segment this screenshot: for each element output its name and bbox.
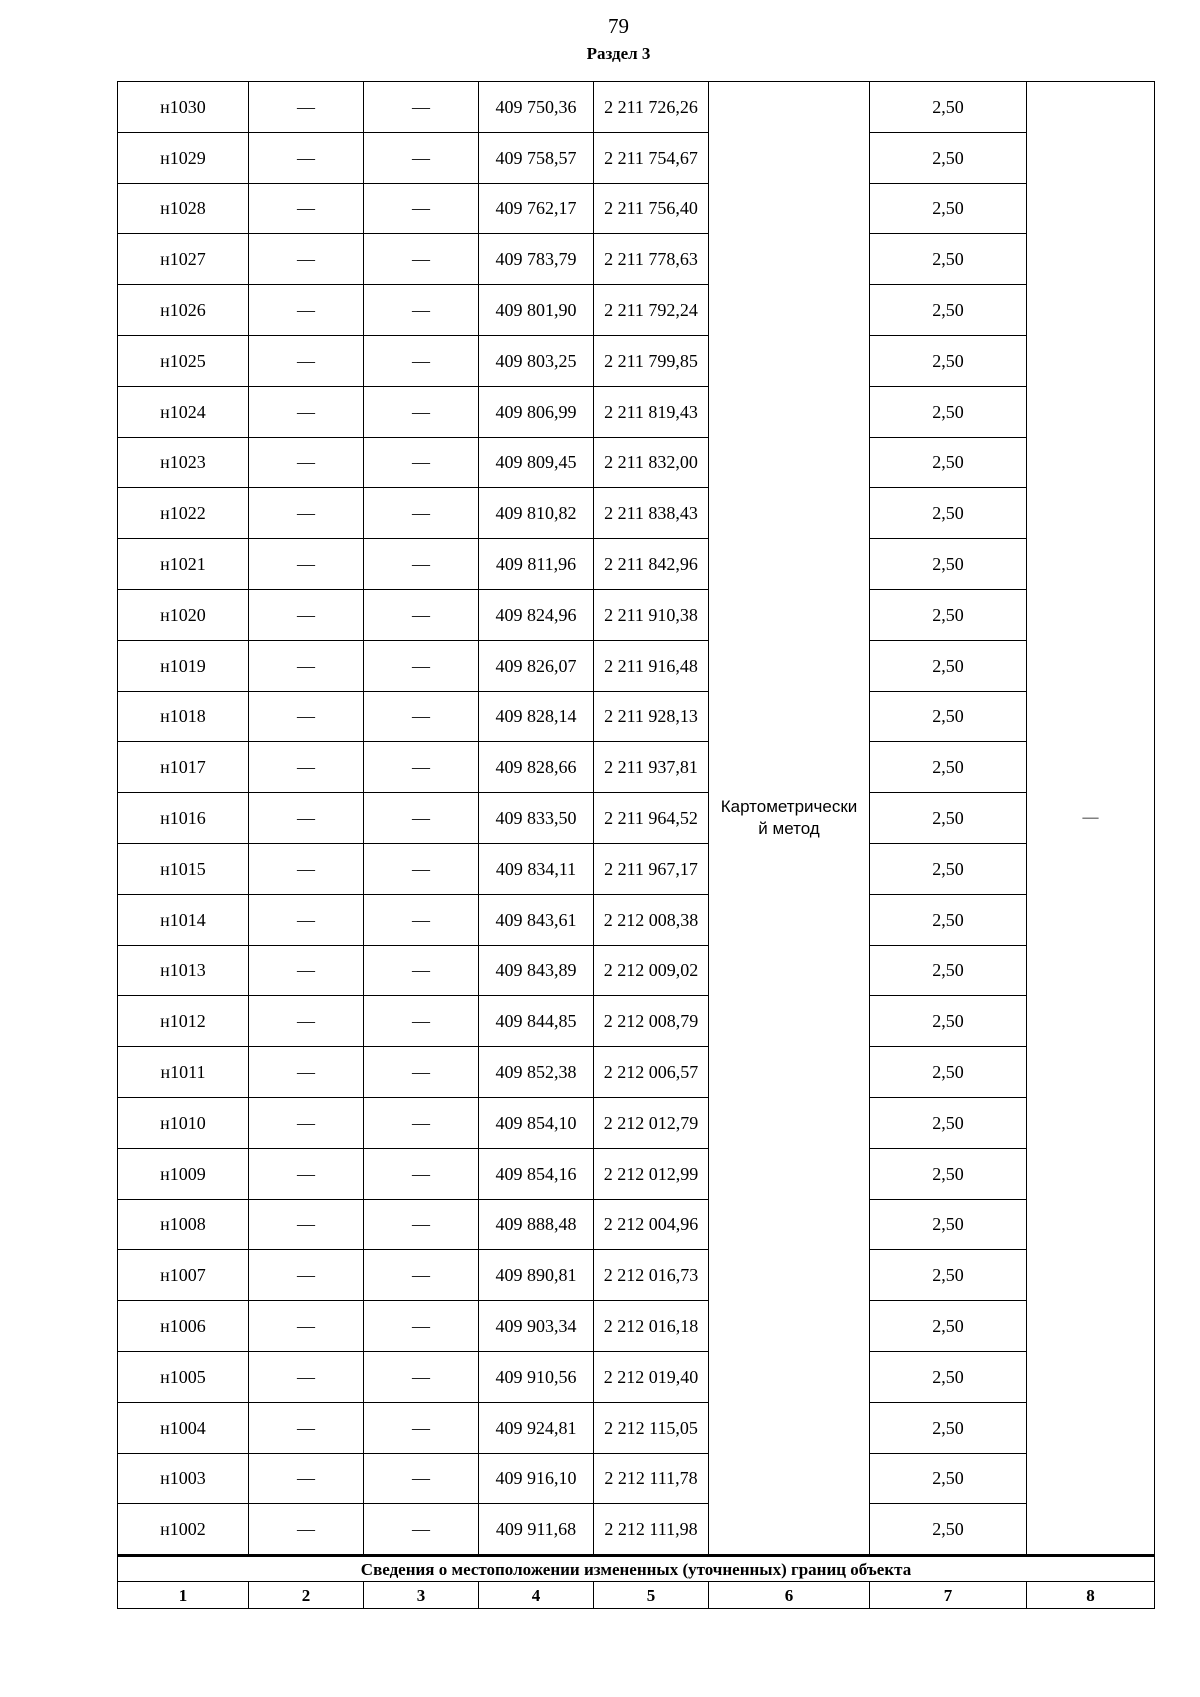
column-3-cell: — [364, 1301, 479, 1352]
accuracy-cell: 2,50 [870, 1047, 1027, 1098]
y-coordinate-cell: 2 212 016,18 [594, 1301, 709, 1352]
column-2-cell: — [249, 589, 364, 640]
table-row [118, 82, 1155, 133]
accuracy-cell: 2,50 [870, 742, 1027, 793]
table-row [118, 1199, 1155, 1250]
table-row [118, 1301, 1155, 1352]
y-coordinate-cell: 2 211 928,13 [594, 691, 709, 742]
table-row [118, 843, 1155, 894]
x-coordinate-cell: 409 806,99 [479, 386, 594, 437]
column-3-cell: — [364, 793, 479, 844]
column-3-cell: — [364, 1148, 479, 1199]
point-name-cell: н1016 [118, 793, 249, 844]
accuracy-cell: 2,50 [870, 1453, 1027, 1504]
column-3-cell: — [364, 742, 479, 793]
column-3-cell: — [364, 437, 479, 488]
point-name-cell: н1004 [118, 1402, 249, 1453]
point-name-cell: н1018 [118, 691, 249, 742]
table-row [118, 234, 1155, 285]
y-coordinate-cell: 2 212 111,78 [594, 1453, 709, 1504]
column-3-cell: — [364, 234, 479, 285]
table-row [118, 1351, 1155, 1402]
column-2-cell: — [249, 945, 364, 996]
point-name-cell: н1029 [118, 132, 249, 183]
point-name-cell: н1030 [118, 82, 249, 133]
x-coordinate-cell: 409 783,79 [479, 234, 594, 285]
table-caption: Сведения о местоположении измененных (уточненных) границ объекта [118, 1556, 1155, 1582]
table-row [118, 945, 1155, 996]
accuracy-cell: 2,50 [870, 640, 1027, 691]
table-row [118, 1097, 1155, 1148]
column-2-cell: — [249, 793, 364, 844]
column-2-cell: — [249, 1148, 364, 1199]
x-coordinate-cell: 409 854,10 [479, 1097, 594, 1148]
x-coordinate-cell: 409 750,36 [479, 82, 594, 133]
y-coordinate-cell: 2 212 019,40 [594, 1351, 709, 1402]
table-row [118, 285, 1155, 336]
point-name-cell: н1009 [118, 1148, 249, 1199]
caption-row [118, 1556, 1155, 1582]
point-name-cell: н1014 [118, 894, 249, 945]
table-row [118, 1047, 1155, 1098]
x-coordinate-cell: 409 801,90 [479, 285, 594, 336]
x-coordinate-cell: 409 834,11 [479, 843, 594, 894]
point-name-cell: н1013 [118, 945, 249, 996]
column-number-3: 3 [364, 1582, 479, 1609]
accuracy-cell: 2,50 [870, 234, 1027, 285]
y-coordinate-cell: 2 211 754,67 [594, 132, 709, 183]
accuracy-cell: 2,50 [870, 488, 1027, 539]
accuracy-cell: 2,50 [870, 843, 1027, 894]
table-row [118, 488, 1155, 539]
accuracy-cell: 2,50 [870, 1301, 1027, 1352]
point-name-cell: н1003 [118, 1453, 249, 1504]
column-3-cell: — [364, 589, 479, 640]
y-coordinate-cell: 2 212 008,79 [594, 996, 709, 1047]
column-2-cell: — [249, 234, 364, 285]
column-number-1: 1 [118, 1582, 249, 1609]
column-3-cell: — [364, 1453, 479, 1504]
table-row [118, 640, 1155, 691]
point-name-cell: н1024 [118, 386, 249, 437]
accuracy-cell: 2,50 [870, 285, 1027, 336]
column-3-cell: — [364, 1097, 479, 1148]
point-name-cell: н1021 [118, 539, 249, 590]
y-coordinate-cell: 2 211 832,00 [594, 437, 709, 488]
column-3-cell: — [364, 1250, 479, 1301]
point-name-cell: н1011 [118, 1047, 249, 1098]
accuracy-cell: 2,50 [870, 1250, 1027, 1301]
column-number-8: 8 [1027, 1582, 1155, 1609]
point-name-cell: н1023 [118, 437, 249, 488]
x-coordinate-cell: 409 824,96 [479, 589, 594, 640]
table-row [118, 1402, 1155, 1453]
column-2-cell: — [249, 742, 364, 793]
x-coordinate-cell: 409 803,25 [479, 335, 594, 386]
table-row [118, 996, 1155, 1047]
column-2-cell: — [249, 285, 364, 336]
x-coordinate-cell: 409 828,14 [479, 691, 594, 742]
table-row [118, 1250, 1155, 1301]
y-coordinate-cell: 2 212 006,57 [594, 1047, 709, 1098]
column-3-cell: — [364, 285, 479, 336]
accuracy-cell: 2,50 [870, 945, 1027, 996]
point-name-cell: н1022 [118, 488, 249, 539]
x-coordinate-cell: 409 762,17 [479, 183, 594, 234]
table-row [118, 691, 1155, 742]
accuracy-cell: 2,50 [870, 1097, 1027, 1148]
table-row [118, 183, 1155, 234]
y-coordinate-cell: 2 212 012,79 [594, 1097, 709, 1148]
y-coordinate-cell: 2 212 008,38 [594, 894, 709, 945]
table-body [118, 82, 1155, 1556]
table-row [118, 589, 1155, 640]
y-coordinate-cell: 2 211 838,43 [594, 488, 709, 539]
accuracy-cell: 2,50 [870, 691, 1027, 742]
accuracy-cell: 2,50 [870, 1402, 1027, 1453]
y-coordinate-cell: 2 212 012,99 [594, 1148, 709, 1199]
y-coordinate-cell: 2 211 937,81 [594, 742, 709, 793]
x-coordinate-cell: 409 811,96 [479, 539, 594, 590]
accuracy-cell: 2,50 [870, 82, 1027, 133]
x-coordinate-cell: 409 852,38 [479, 1047, 594, 1098]
point-name-cell: н1012 [118, 996, 249, 1047]
column-3-cell: — [364, 386, 479, 437]
column-3-cell: — [364, 539, 479, 590]
point-name-cell: н1005 [118, 1351, 249, 1402]
page-number: 79 [608, 14, 629, 38]
y-coordinate-cell: 2 211 726,26 [594, 82, 709, 133]
column-3-cell: — [364, 82, 479, 133]
column-2-cell: — [249, 335, 364, 386]
x-coordinate-cell: 409 828,66 [479, 742, 594, 793]
y-coordinate-cell: 2 211 842,96 [594, 539, 709, 590]
accuracy-cell: 2,50 [870, 894, 1027, 945]
y-coordinate-cell: 2 211 910,38 [594, 589, 709, 640]
accuracy-cell: 2,50 [870, 589, 1027, 640]
column-number-4: 4 [479, 1582, 594, 1609]
x-coordinate-cell: 409 833,50 [479, 793, 594, 844]
accuracy-cell: 2,50 [870, 386, 1027, 437]
column-3-cell: — [364, 1199, 479, 1250]
table-row [118, 1504, 1155, 1556]
column-2-cell: — [249, 1402, 364, 1453]
x-coordinate-cell: 409 843,61 [479, 894, 594, 945]
method-label-line1: Картометрически [720, 796, 858, 816]
column-2-cell: — [249, 1504, 364, 1556]
y-coordinate-cell: 2 211 964,52 [594, 793, 709, 844]
point-name-cell: н1007 [118, 1250, 249, 1301]
y-coordinate-cell: 2 211 756,40 [594, 183, 709, 234]
y-coordinate-cell: 2 211 916,48 [594, 640, 709, 691]
x-coordinate-cell: 409 843,89 [479, 945, 594, 996]
table-row [118, 793, 1155, 844]
point-name-cell: н1027 [118, 234, 249, 285]
y-coordinate-cell: 2 212 111,98 [594, 1504, 709, 1556]
method-label-line2: й метод [758, 819, 820, 839]
point-name-cell: н1017 [118, 742, 249, 793]
column-2-cell: — [249, 1047, 364, 1098]
column-3-cell: — [364, 1402, 479, 1453]
table-row [118, 335, 1155, 386]
x-coordinate-cell: 409 826,07 [479, 640, 594, 691]
y-coordinate-cell: 2 212 009,02 [594, 945, 709, 996]
column-2-cell: — [249, 82, 364, 133]
table-row [118, 1453, 1155, 1504]
table-row [118, 1148, 1155, 1199]
table-row [118, 437, 1155, 488]
x-coordinate-cell: 409 890,81 [479, 1250, 594, 1301]
column-3-cell: — [364, 183, 479, 234]
column-3-cell: — [364, 1047, 479, 1098]
y-coordinate-cell: 2 211 967,17 [594, 843, 709, 894]
x-coordinate-cell: 409 888,48 [479, 1199, 594, 1250]
column-3-cell: — [364, 488, 479, 539]
method-cell [709, 82, 870, 1556]
column-2-cell: — [249, 1250, 364, 1301]
table-row [118, 132, 1155, 183]
column-2-cell: — [249, 1199, 364, 1250]
column-2-cell: — [249, 488, 364, 539]
accuracy-cell: 2,50 [870, 1504, 1027, 1556]
point-name-cell: н1002 [118, 1504, 249, 1556]
x-coordinate-cell: 409 844,85 [479, 996, 594, 1047]
table-row [118, 742, 1155, 793]
column-3-cell: — [364, 691, 479, 742]
accuracy-cell: 2,50 [870, 539, 1027, 590]
x-coordinate-cell: 409 758,57 [479, 132, 594, 183]
column-numbers-row [118, 1582, 1155, 1609]
x-coordinate-cell: 409 903,34 [479, 1301, 594, 1352]
column-2-cell: — [249, 996, 364, 1047]
column-3-cell: — [364, 132, 479, 183]
x-coordinate-cell: 409 916,10 [479, 1453, 594, 1504]
column-2-cell: — [249, 437, 364, 488]
column-2-cell: — [249, 894, 364, 945]
column-2-cell: — [249, 640, 364, 691]
column-2-cell: — [249, 1097, 364, 1148]
point-name-cell: н1028 [118, 183, 249, 234]
y-coordinate-cell: 2 212 115,05 [594, 1402, 709, 1453]
section-title: Раздел 3 [586, 44, 651, 63]
column-3-cell: — [364, 996, 479, 1047]
column-number-2: 2 [249, 1582, 364, 1609]
column-number-6: 6 [709, 1582, 870, 1609]
point-name-cell: н1019 [118, 640, 249, 691]
accuracy-cell: 2,50 [870, 996, 1027, 1047]
column-3-cell: — [364, 894, 479, 945]
point-name-cell: н1015 [118, 843, 249, 894]
accuracy-cell: 2,50 [870, 183, 1027, 234]
column-3-cell: — [364, 945, 479, 996]
column-2-cell: — [249, 843, 364, 894]
table-row [118, 386, 1155, 437]
column-number-5: 5 [594, 1582, 709, 1609]
column-2-cell: — [249, 386, 364, 437]
accuracy-cell: 2,50 [870, 793, 1027, 844]
x-coordinate-cell: 409 809,45 [479, 437, 594, 488]
accuracy-cell: 2,50 [870, 1351, 1027, 1402]
column-2-cell: — [249, 183, 364, 234]
accuracy-cell: 2,50 [870, 1148, 1027, 1199]
coordinates-table [117, 81, 1155, 1609]
point-name-cell: н1020 [118, 589, 249, 640]
column-2-cell: — [249, 691, 364, 742]
x-coordinate-cell: 409 910,56 [479, 1351, 594, 1402]
point-name-cell: н1010 [118, 1097, 249, 1148]
accuracy-cell: 2,50 [870, 437, 1027, 488]
y-coordinate-cell: 2 211 792,24 [594, 285, 709, 336]
x-coordinate-cell: 409 911,68 [479, 1504, 594, 1556]
accuracy-cell: 2,50 [870, 1199, 1027, 1250]
column-2-cell: — [249, 1351, 364, 1402]
column-3-cell: — [364, 640, 479, 691]
point-name-cell: н1006 [118, 1301, 249, 1352]
column-8-cell: — [1027, 82, 1155, 1556]
table-row [118, 894, 1155, 945]
column-2-cell: — [249, 539, 364, 590]
table-row [118, 539, 1155, 590]
column-3-cell: — [364, 335, 479, 386]
column-2-cell: — [249, 132, 364, 183]
column-3-cell: — [364, 1351, 479, 1402]
point-name-cell: н1025 [118, 335, 249, 386]
column-3-cell: — [364, 843, 479, 894]
column-number-7: 7 [870, 1582, 1027, 1609]
column-3-cell: — [364, 1504, 479, 1556]
x-coordinate-cell: 409 810,82 [479, 488, 594, 539]
accuracy-cell: 2,50 [870, 335, 1027, 386]
x-coordinate-cell: 409 854,16 [479, 1148, 594, 1199]
y-coordinate-cell: 2 211 799,85 [594, 335, 709, 386]
column-2-cell: — [249, 1301, 364, 1352]
point-name-cell: н1008 [118, 1199, 249, 1250]
y-coordinate-cell: 2 211 819,43 [594, 386, 709, 437]
x-coordinate-cell: 409 924,81 [479, 1402, 594, 1453]
accuracy-cell: 2,50 [870, 132, 1027, 183]
y-coordinate-cell: 2 212 004,96 [594, 1199, 709, 1250]
y-coordinate-cell: 2 211 778,63 [594, 234, 709, 285]
y-coordinate-cell: 2 212 016,73 [594, 1250, 709, 1301]
point-name-cell: н1026 [118, 285, 249, 336]
column-2-cell: — [249, 1453, 364, 1504]
